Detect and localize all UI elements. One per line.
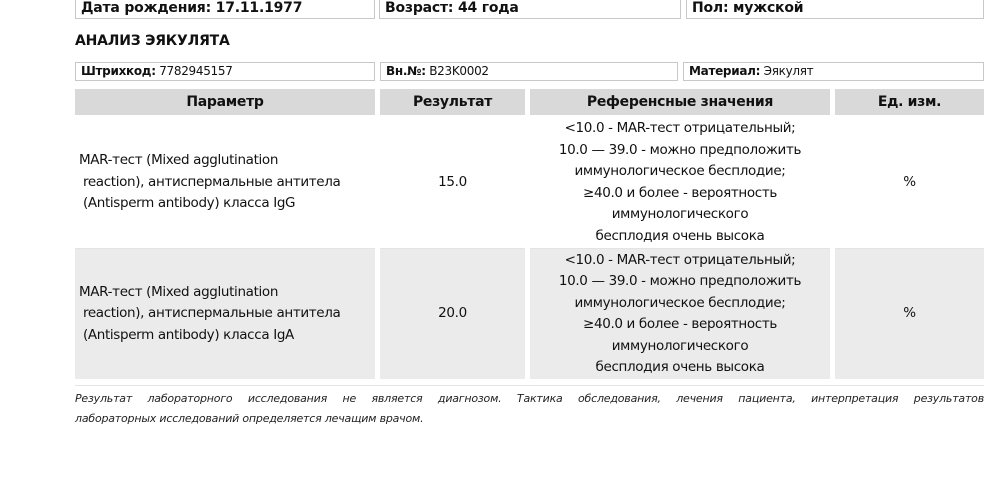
table-row-1-unit: % [903, 173, 916, 190]
disclaimer-line-2: лабораторных исследований определяется лечащим врачом. [75, 412, 424, 425]
reference-line: бесплодия очень высока [595, 359, 765, 375]
table-row-1-parameter [75, 118, 375, 247]
parameter-line: MAR-тест (Mixed agglutination [79, 152, 279, 169]
material-value: Эякулят [763, 64, 814, 78]
internal-number-value: B23K0002 [429, 64, 489, 78]
barcode-label: Штрихкод: [81, 64, 156, 78]
sex-field [686, 0, 984, 19]
birth-date-field [75, 0, 375, 19]
barcode-field [75, 62, 375, 81]
reference-line: <10.0 - MAR-тест отрицательный; [564, 120, 796, 136]
reference-line: 10.0 — 39.0 - можно предположить [558, 273, 802, 289]
reference-line: иммунологического [611, 206, 749, 222]
disclaimer-line-1: Результат лабораторного исследования не является диагнозом. Тактика обследования, лечения пациента, интерпретация результатов [75, 392, 984, 405]
age-field [379, 0, 681, 19]
table-row-2-parameter [75, 249, 375, 379]
reference-line: 10.0 — 39.0 - можно предположить [558, 141, 802, 158]
header-result: Результат [380, 89, 525, 115]
parameter-line: (Antisperm antibody) класса IgA [79, 326, 294, 343]
section-title: АНАЛИЗ ЭЯКУЛЯТА [75, 33, 230, 49]
parameter-line: MAR-тест (Mixed agglutination [79, 283, 279, 300]
internal-number-label: Вн.№: [386, 64, 426, 78]
material-label: Материал: [689, 64, 761, 78]
table-row-2-result: 20.0 [380, 249, 525, 379]
age-text: Возраст: 44 года [385, 0, 519, 16]
internal-number-field [380, 62, 678, 81]
parameter-line: (Antisperm antibody) класса IgG [79, 195, 296, 212]
disclaimer-note [75, 389, 984, 429]
table-bottom-divider [75, 385, 984, 386]
barcode-value: 7782945157 [159, 64, 233, 78]
reference-line: иммунологическое бесплодие; [574, 294, 786, 311]
parameter-line: reaction), антиспермальные антитела [79, 305, 341, 322]
header-unit: Ед. изм. [835, 89, 984, 115]
table-row-2-unit: % [835, 249, 984, 379]
table-row-1-reference [530, 118, 830, 247]
header-parameter: Параметр [75, 89, 375, 115]
table-row-2-reference [530, 249, 830, 379]
reference-line: бесплодия очень высока [595, 227, 765, 244]
reference-line: <10.0 - MAR-тест отрицательный; [564, 251, 796, 268]
birth-date-text: Дата рождения: 17.11.1977 [81, 0, 303, 16]
sex-text: Пол: мужской [692, 0, 804, 16]
parameter-line: reaction), антиспермальные антитела [79, 173, 341, 190]
reference-line: ≥40.0 и более - вероятность [583, 184, 777, 201]
header-reference: Референсные значения [530, 89, 830, 115]
table-row-1-result: 15.0 [438, 173, 467, 190]
reference-line: иммунологического [611, 337, 749, 354]
reference-line: иммунологическое бесплодие; [574, 163, 786, 179]
reference-line: ≥40.0 и более - вероятность [583, 316, 777, 332]
material-field [683, 62, 984, 81]
